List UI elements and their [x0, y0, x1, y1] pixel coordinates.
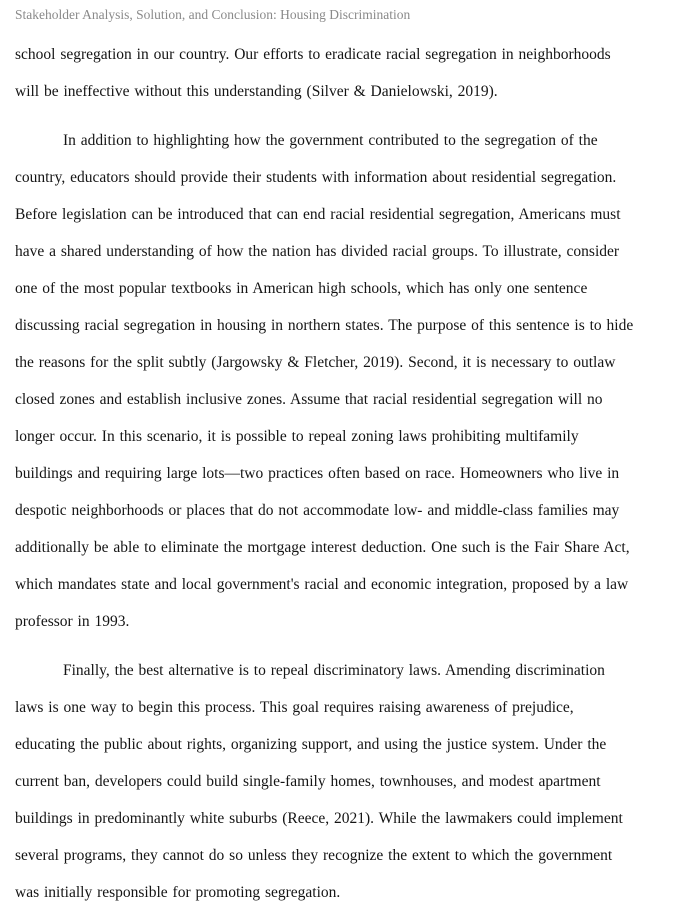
document-body	[15, 36, 638, 911]
paragraph: In addition to highlighting how the government contributed to the segregation of the country, educators should provide their students with information about residential segregation. Before legislation can be introduced that can end racial residential segregation, Americans must have a shared understanding of how the nation has divided racial groups. To illustrate, consider one of the most popular textbooks in American high schools, which has only one sentence discussing racial segregation in housing in northern states. The purpose of this sentence is to hide the reasons for the split subtly (Jargowsky & Fletcher, 2019). Second, it is necessary to outlaw closed zones and establish inclusive zones. Assume that racial residential segregation will no longer occur. In this scenario, it is possible to repeal zoning laws prohibiting multifamily buildings and requiring large lots—two practices often based on race. Homeowners who live in despotic neighborhoods or places that do not accommodate low- and middle-class families may additionally be able to eliminate the mortgage interest deduction. One such is the Fair Share Act, which mandates state and local government's racial and economic integration, proposed by a law professor in 1993.	[15, 132, 634, 630]
paragraph: school segregation in our country. Our efforts to eradicate racial segregation in neighborhoods will be ineffective without this understanding (Silver & Danielowski, 2019).	[15, 46, 611, 100]
paragraph: Finally, the best alternative is to repeal discriminatory laws. Amending discrimination laws is one way to begin this process. This goal requires raising awareness of prejudice, educating the public about rights, organizing support, and using the justice system. Under the current ban, developers could build single-family homes, townhouses, and modest apartment buildings in predominantly white suburbs (Reece, 2021). While the lawmakers could implement several programs, they cannot do so unless they recognize the extent to which the government was initially responsible for promoting segregation.	[15, 662, 623, 901]
page-header-title: Stakeholder Analysis, Solution, and Conclusion: Housing Discrimination	[15, 7, 411, 22]
